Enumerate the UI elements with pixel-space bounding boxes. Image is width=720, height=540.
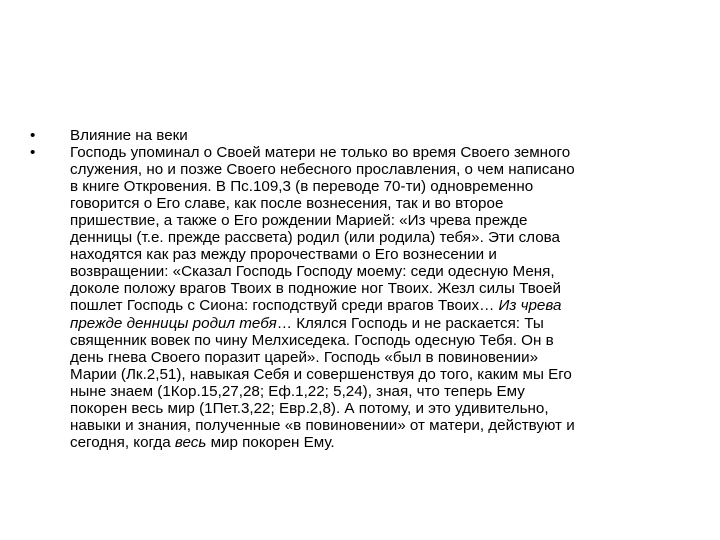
body-line: ныне знаем (1Кор.15,27,28; Еф.1,22; 5,24), зная, что теперь Ему bbox=[70, 382, 525, 400]
body-line: денницы (т.е. прежде рассвета) родил (или родила) тебя». Эти слова bbox=[70, 229, 561, 247]
body-line-part: мир покорен Ему. bbox=[206, 433, 335, 451]
body-line: возвращении: «Сказал Господь Господу моему: седи одесную Меня, bbox=[70, 263, 555, 281]
italic-word: весь bbox=[174, 433, 207, 451]
body-line: говорится о Его славе, как после вознесения, так и во второе bbox=[70, 195, 504, 213]
body-line: находятся как раз между пророчествами о Его вознесении и bbox=[70, 246, 497, 264]
bullet-body bbox=[30, 144, 690, 451]
body-line: в книге Откровения. В Пс.109,3 (в переводе 70-ти) одновременно bbox=[70, 178, 534, 196]
body-line: день гнева Своего поразит царей». Господь «был в повиновении» bbox=[70, 348, 539, 366]
bullet-dot-icon: • bbox=[30, 127, 36, 144]
body-line bbox=[70, 315, 690, 332]
bullet-dot-icon: • bbox=[30, 144, 36, 162]
body-text bbox=[70, 144, 690, 451]
body-line: навыки и знания, полученные «в повиновении» от матери, действуют и bbox=[70, 416, 575, 434]
body-line-part: … Клялся Господь и не раскается: Ты bbox=[276, 314, 544, 332]
body-line bbox=[70, 434, 690, 451]
body-line: Марии (Лк.2,51), навыкая Себя и совершенствуя до того, каким мы Его bbox=[70, 365, 572, 383]
body-line: пришествие, а также о Его рождении Марией: «Из чрева прежде bbox=[70, 212, 528, 230]
body-line: Господь упоминал о Своей матери не только во время Своего земного bbox=[70, 144, 571, 162]
body-line: доколе положу врагов Твоих в подножие ног Твоих. Жезл силы Твоей bbox=[70, 280, 562, 298]
heading-text: Влияние на веки bbox=[70, 127, 188, 144]
body-line-part: сегодня, когда bbox=[70, 433, 175, 451]
body-line: покорен весь мир (1Пет.3,22; Евр.2,8). А потому, и это удивительно, bbox=[70, 399, 549, 417]
body-line bbox=[70, 297, 690, 314]
bullet-list bbox=[30, 127, 690, 451]
body-line: священник вовек по чину Мелхиседека. Господь одесную Тебя. Он в bbox=[70, 331, 554, 349]
body-line-part: пошлет Господь с Сиона: господствуй среди врагов Твоих… bbox=[70, 297, 499, 315]
italic-quote: Из чрева bbox=[498, 297, 562, 315]
italic-quote: прежде денницы родил тебя bbox=[70, 314, 277, 332]
bullet-heading bbox=[30, 127, 690, 144]
body-line: служения, но и позже Своего небесного прославления, о чем написано bbox=[70, 161, 575, 179]
